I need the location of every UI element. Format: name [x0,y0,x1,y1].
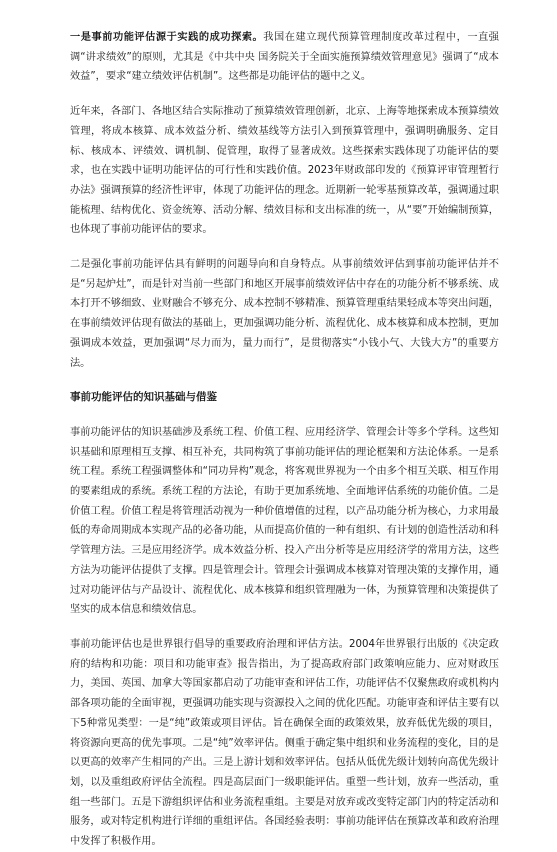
paragraph-text: 二是强化事前功能评估具有鲜明的问题导向和自身特点。从事前绩效评估到事前功能评估并不是“另起炉灶”，而是针对当前一些部门和地区开展事前绩效评估中存在的功能分析不够系统、成本打开不够细致、业财融合不够充分、成本控制不够精准、预算管理重结果轻成本等突出问题，在事前绩效评估现有做法的基础上，更加强调功能分析、流程优化、成本核算和成本控制，更加强调成本效益，更加强调“尽力而为，量力而行”，是贯彻落实“小钱小气、大钱大方”的重要方法。 [70,259,499,369]
paragraph-knowledge-base [70,423,499,620]
paragraph-text: 事前功能评估的知识基础涉及系统工程、价值工程、应用经济学、管理会计等多个学科。这些知识基础和原理相互支撑、相互补充，共同构筑了事前功能评估的理论框架和方法论体系。一是系统工程。系统工程强调整体和“同功异构”观念，将客观世界视为一个由多个相互关联、相互作用的要素组成的系统。系统工程的方法论，有助于更加系统地、全面地评估系统的功能价值。二是价值工程。价值工程是将管理活动视为一种价值增值的过程，以产品功能分析为核心，力求用最低的寿命周期成本实现产品的必备功能，从而提高价值的一种有组织、有计划的创造性活动和科学管理方法。三是应用经济学。成本效益分析、投入产出分析等是应用经济学的常用方法，这些方法为功能评估提供了支撑。四是管理会计。管理会计强调成本核算对管理决策的支撑作用，通过对功能评估与产品设计、流程优化、成本核算和组织管理融为一体，为预算管理和决策提供了坚实的成本信息和绩效信息。 [70,426,499,616]
section-heading: 事前功能评估的知识基础与借鉴 [70,391,217,404]
paragraph-lead: 一是事前功能评估源于实践的成功探索。 [70,32,264,43]
paragraph-world-bank [70,635,499,852]
paragraph-text: 事前功能评估也是世界银行倡导的重要政府治理和评估方法。2004年世界银行出版的《决定政府的结构和功能：项目和功能审查》报告指出，为了提高政府部门政策响应能力、应对财政压力，美国、英国、加拿大等国家都启动了功能审查和评估工作，功能评估不仅聚焦政府或机构内部各项功能的全面审视，更强调功能实现与资源投入之间的优化匹配。功能审查和评估主要有以下5种常见类型：一是“纯”政策或项目评估。旨在确保全面的政策效果，放弃低优先级的项目，将资源向更高的优先事项。二是“纯”效率评估。侧重于确定集中组织和业务流程的变化，目的是以更高的效率产生相同的产出。三是上游计划和效率评估。包括从低优先级计划转向高优先级计划，以及重组政府评估全流程。四是高层面门一级职能评估。重塑一些计划，放弃一些活动，重组一些部门。五是下游组织评估和业务流程重组。主要是对放弃或改变特定部门内的特定活动和服务，或对特定机构进行详细的重组评估。各国经验表明：事前功能评估在预算改革和政府治理中发挥了积极作用。 [70,638,499,848]
paragraph-problem-orientation [70,255,499,373]
paragraph-text: 近年来，各部门、各地区结合实际推动了预算绩效管理创新，北京、上海等地探索成本预算绩效管理，将成本核算、成本效益分析、绩效基线等方法引入到预算管理中，强调明确服务、定目标、核成本、评绩效、调机制、促管理，取得了显著成效。这些探索实践体现了功能评估的要求，也在实践中证明功能评估的可行性和实践价值。2023年财政部印发的《预算评审管理暂行办法》强调预算的经济性评审，体现了功能评估的理念。近期新一轮零基预算改革，强调通过职能梳理、结构优化、资金统筹、活动分解、绩效目标和支出标准的统一，从“要”开始编制预算，也体现了事前功能评估的要求。 [70,106,499,236]
paragraph-recent-practice [70,102,499,240]
paragraph-practice-origin [70,28,499,87]
paragraph-text: 我国在建立现代预算管理制度改革过程中，一直强调“讲求绩效”的原则，尤其是《中共中央 国务院关于全面实施预算绩效管理意见》强调了“成本效益”，要求“建立绩效评估机制”。这些都是功能评估的题中之义。 [70,32,499,83]
